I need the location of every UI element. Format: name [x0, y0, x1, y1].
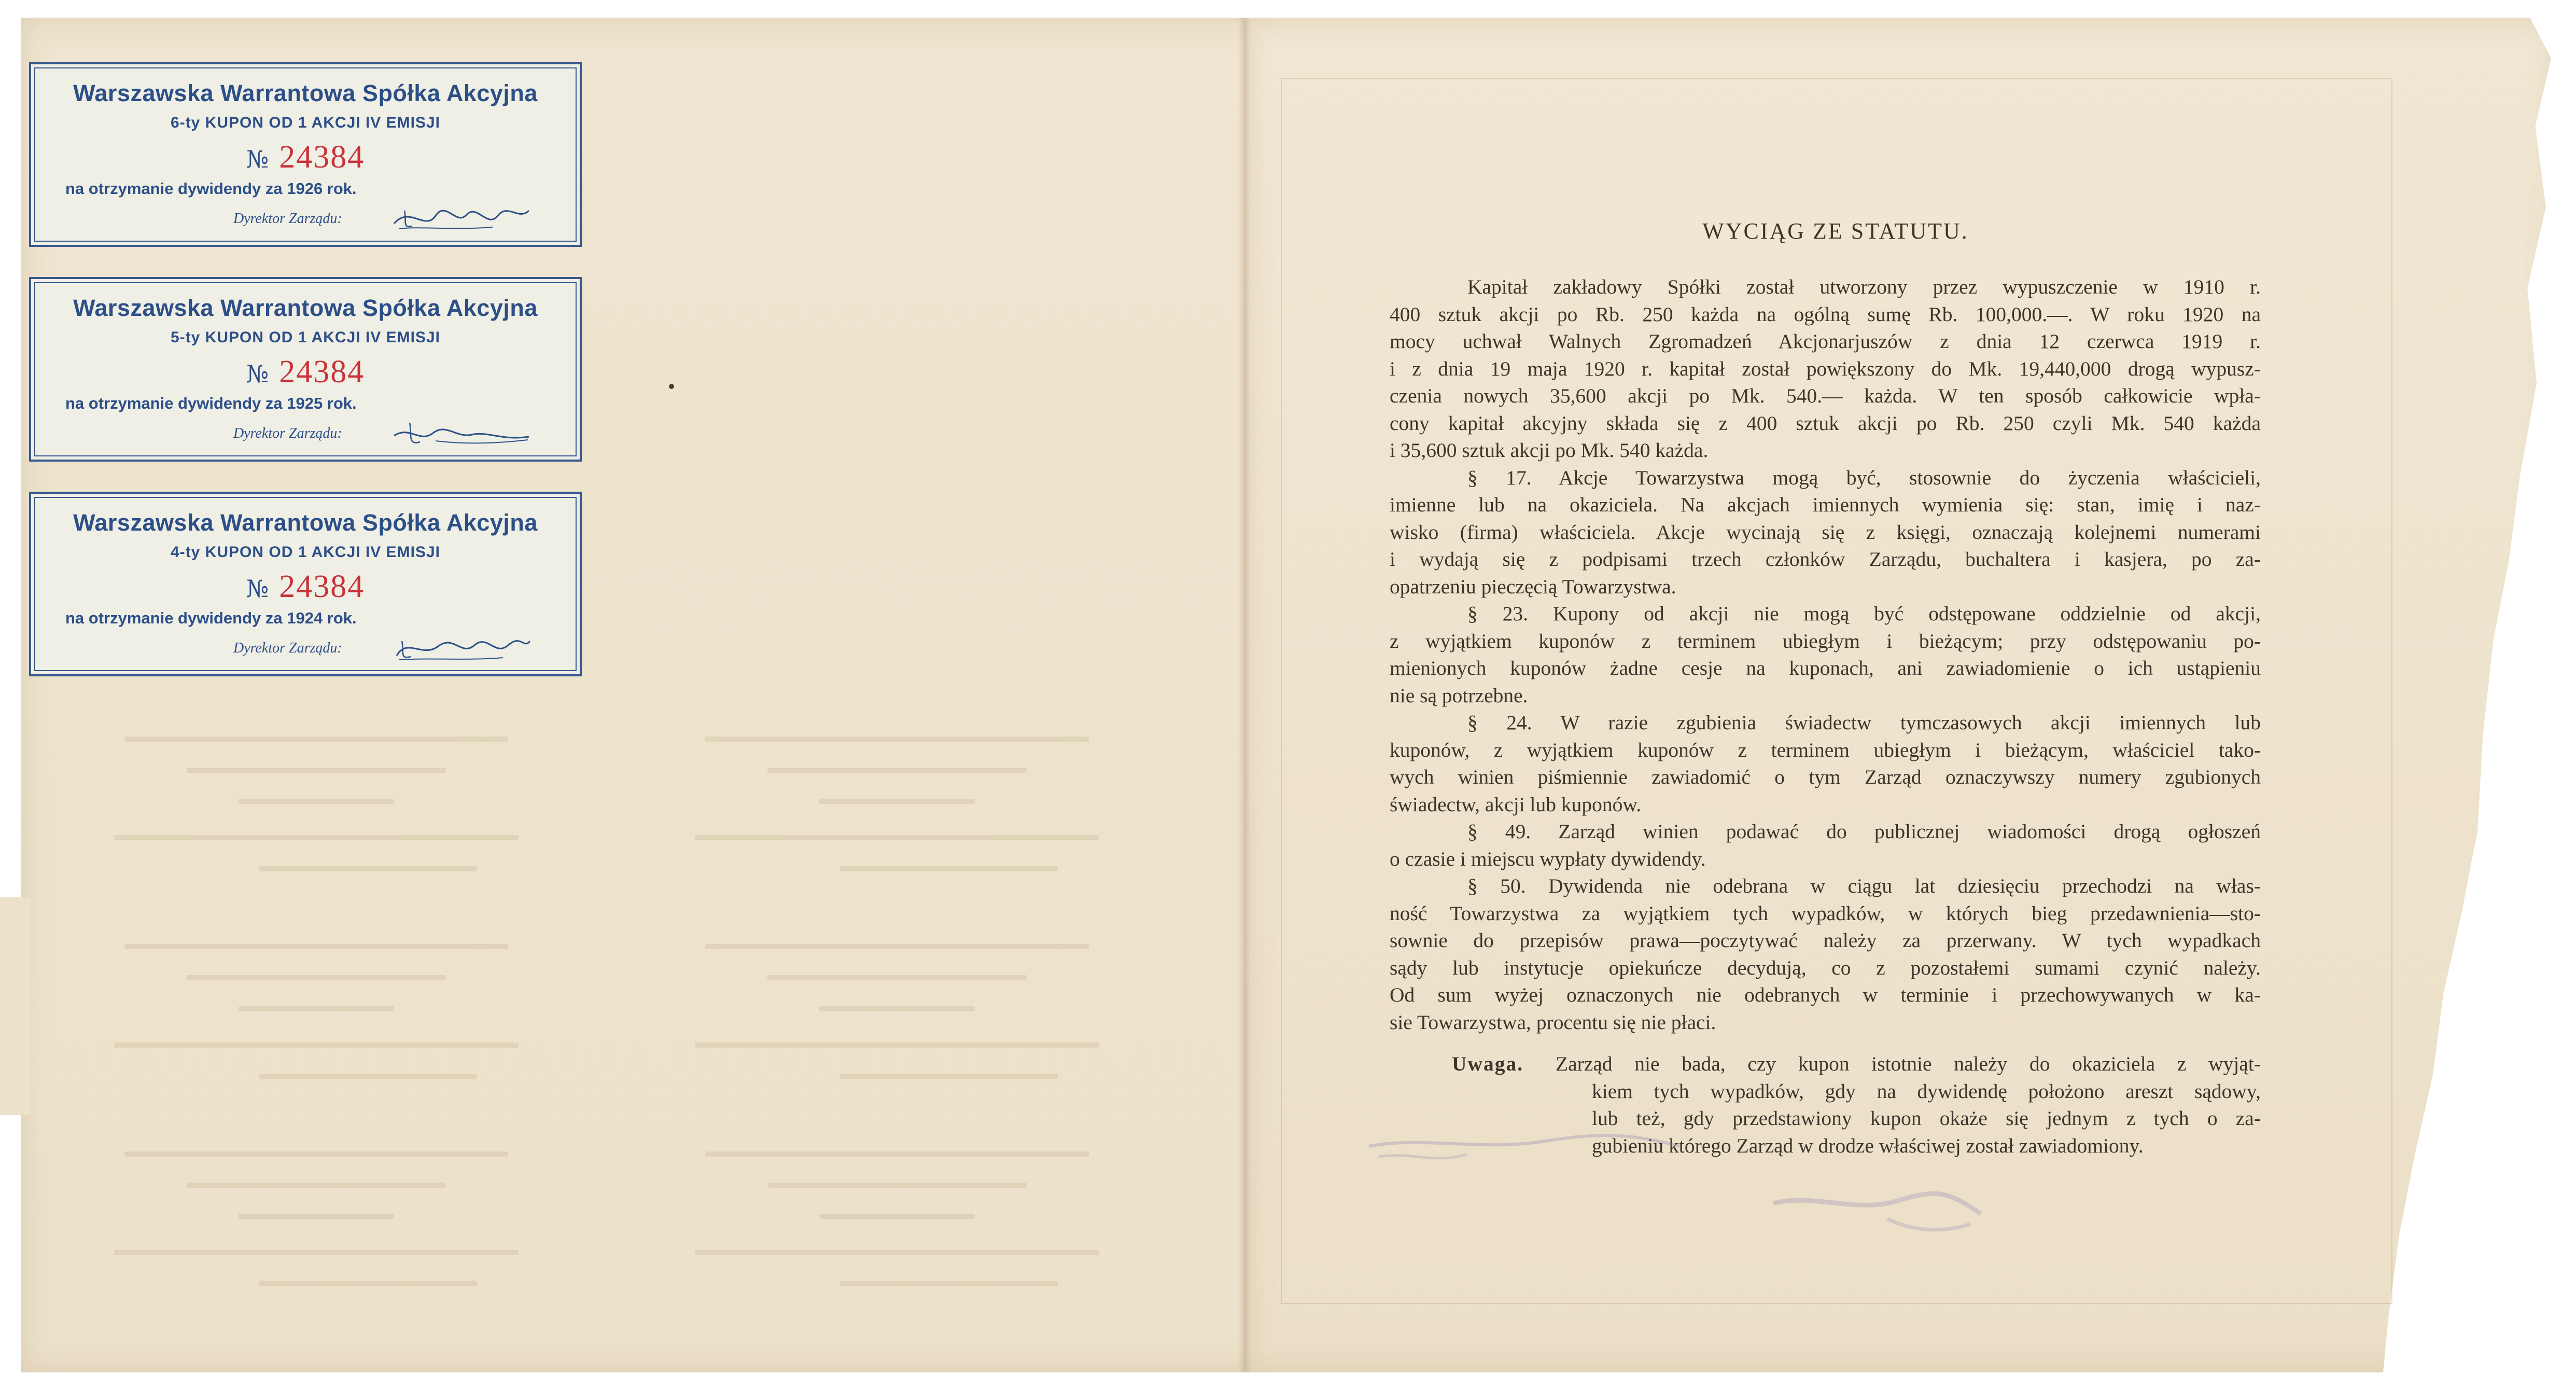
- ghost-line: [767, 768, 1027, 773]
- ghost-line: [840, 1281, 1058, 1286]
- ghost-line: [767, 975, 1027, 980]
- ghost-line: [124, 944, 508, 949]
- ghost-line: [705, 1151, 1089, 1157]
- statute-line: Od sum wyżej oznaczonych nie odebranych w terminie i przechowywanych w ka-: [1390, 983, 2261, 1006]
- ghost-line: [239, 799, 394, 804]
- coupon-company-name: Warszawska Warrantowa Spółka Akcyjna: [73, 509, 538, 536]
- ghost-line: [695, 835, 1099, 840]
- coupon-4: [29, 492, 582, 676]
- statute-line: § 24. W razie zgubienia świadectw tymczasowych akcji imiennych lub: [1467, 711, 2261, 734]
- coupon-number: 24384: [279, 569, 365, 604]
- ghost-line: [819, 1214, 975, 1219]
- ghost-line: [259, 1074, 477, 1079]
- note-line: kiem tych wypadków, gdy na dywidendę położono areszt sądowy,: [1592, 1079, 2261, 1103]
- coupon-number-row: [31, 568, 580, 605]
- paper-torn-tab: [0, 897, 31, 1115]
- ghost-line: [114, 1043, 519, 1048]
- statute-line: wych winien piśmiennie zawiadomić o tym Zarząd oznaczywszy numery zgubionych: [1390, 766, 2261, 788]
- coupon-number: 24384: [279, 354, 365, 390]
- note-line: gubieniu którego Zarząd w drodze właściwej został zawiadomiony.: [1592, 1134, 2144, 1157]
- ghost-line: [114, 1250, 519, 1255]
- ghost-coupon: [633, 923, 1161, 1120]
- statute-line: § 50. Dywidenda nie odebrana w ciągu lat dziesięciu przechodzi na włas-: [1467, 874, 2261, 897]
- coupon-number: 24384: [279, 140, 365, 175]
- statute-line: imienne lub na okaziciela. Na akcjach imiennych wymienia się: stan, imię i naz-: [1390, 493, 2261, 516]
- coupon-number-label: №: [246, 575, 269, 603]
- ghost-line: [239, 1214, 394, 1219]
- statute-line: § 23. Kupony od akcji nie mogą być odstępowane oddzielnie od akcji,: [1467, 602, 2261, 625]
- statute-paragraph: [1390, 709, 2261, 818]
- ghost-line: [819, 799, 975, 804]
- coupon-kupon-line: 4-ty KUPON OD 1 AKCJI IV EMISJI: [171, 544, 440, 561]
- ghost-coupon: [633, 1131, 1161, 1328]
- statute-line: mocy uchwał Walnych Zgromadzeń Akcjonarjuszów z dnia 12 czerwca 1919 r.: [1390, 330, 2261, 353]
- ghost-line: [239, 1006, 394, 1011]
- ghost-coupons-area: [31, 695, 1234, 1349]
- signature-image: [389, 200, 534, 237]
- coupon-5: [29, 277, 582, 462]
- coupon-company-name: Warszawska Warrantowa Spółka Akcyjna: [73, 295, 538, 321]
- statute-line: i wydają się z podpisami trzech członków Zarządu, buchaltera i kasjera, po za-: [1390, 548, 2261, 571]
- statute-line: sądy lub instytucje opiekuńcze decydują, co z pozostałemi sumami czynić należy.: [1390, 956, 2261, 979]
- coupon-dividend-text: na otrzymanie dywidendy za 1924 rok.: [65, 609, 357, 627]
- ghost-line: [124, 1151, 508, 1157]
- statute-line: i 35,600 sztuk akcji po Mk. 540 każda.: [1390, 439, 1709, 462]
- statute-line: § 17. Akcje Towarzystwa mogą być, stosownie do życzenia właścicieli,: [1467, 466, 2261, 489]
- coupon-kupon-line: 5-ty KUPON OD 1 AKCJI IV EMISJI: [171, 329, 440, 346]
- note-line: Zarząd nie bada, czy kupon istotnie należy do okaziciela z wyjąt-: [1556, 1052, 2261, 1075]
- ghost-line: [259, 866, 477, 871]
- coupon-director-label: Dyrektor Zarządu:: [233, 640, 342, 656]
- ghost-line: [767, 1183, 1027, 1188]
- statute-line: kuponów, z wyjątkiem kuponów z terminem ubiegłym i bieżącym, właściciel tako-: [1390, 738, 2261, 761]
- coupon-6: [29, 62, 582, 247]
- statute-line: świadectw, akcji lub kuponów.: [1390, 793, 1642, 816]
- faded-ink-stamp: [1348, 1115, 2178, 1250]
- ghost-line: [705, 944, 1089, 949]
- ghost-line: [187, 975, 446, 980]
- ghost-line: [124, 737, 508, 742]
- coupon-number-label: №: [246, 360, 269, 388]
- statute-paragraph: [1390, 464, 2261, 601]
- coupon-kupon-line: 6-ty KUPON OD 1 AKCJI IV EMISJI: [171, 114, 440, 131]
- ghost-line: [114, 835, 519, 840]
- signature-image: [389, 415, 534, 451]
- ghost-line: [187, 1183, 446, 1188]
- statute-line: cony kapitał akcyjny składa się z 400 sztuk akcji po Rb. 250 czyli Mk. 540 każda: [1390, 411, 2261, 435]
- statute-title: WYCIĄG ZE STATUTU.: [1702, 218, 1969, 244]
- statute-line: nie są potrzebne.: [1390, 684, 1528, 707]
- ghost-line: [187, 768, 446, 773]
- coupon-number-label: №: [246, 145, 269, 173]
- statute-paragraph: [1390, 273, 2261, 464]
- ghost-line: [819, 1006, 975, 1011]
- coupon-dividend-text: na otrzymanie dywidendy za 1925 rok.: [65, 394, 357, 412]
- coupon-director-label: Dyrektor Zarządu:: [233, 211, 342, 227]
- statute-line: ność Towarzystwa za wyjątkiem tych wypadków, w których bieg przedawnienia—sto-: [1390, 901, 2261, 925]
- coupon-company-name: Warszawska Warrantowa Spółka Akcyjna: [73, 80, 538, 106]
- ghost-line: [259, 1281, 477, 1286]
- statute-line: Kapitał zakładowy Spółki został utworzony przez wypuszczenie w 1910 r.: [1467, 275, 2261, 298]
- ghost-line: [695, 1250, 1099, 1255]
- statute-paragraph: [1390, 818, 2261, 872]
- ghost-coupon: [52, 1131, 581, 1328]
- ghost-line: [695, 1043, 1099, 1048]
- coupon-number-row: [31, 354, 580, 391]
- statute-paragraph: [1390, 872, 2261, 1036]
- signature-image: [389, 630, 534, 666]
- coupon-number-row: [31, 139, 580, 176]
- statute-line: 400 sztuk akcji po Rb. 250 każda na ogólną sumę Rb. 100,000.—. W roku 1920 na: [1390, 302, 2261, 326]
- note-label: Uwaga.: [1452, 1052, 1524, 1075]
- statute-line: mienionych kuponów żadne cesje na kuponach, ani zawiadomienie o ich ustąpieniu: [1390, 657, 2261, 679]
- coupon-dividend-text: na otrzymanie dywidendy za 1926 rok.: [65, 179, 357, 198]
- statute-extract: [1390, 218, 2261, 1159]
- ghost-coupon: [633, 716, 1161, 913]
- ghost-line: [840, 866, 1058, 871]
- statute-line: § 49. Zarząd winien podawać do publicznej wiadomości drogą ogłoszeń: [1467, 820, 2261, 843]
- statute-line: sownie do przepisów prawa—poczytywać należy za przerwany. W tych wypadkach: [1390, 929, 2261, 952]
- ghost-line: [705, 737, 1089, 742]
- statute-line: o czasie i miejscu wypłaty dywidendy.: [1390, 847, 1706, 870]
- ghost-coupon: [52, 923, 581, 1120]
- statute-line: opatrzeniu pieczęcią Towarzystwa.: [1390, 575, 1676, 598]
- coupon-director-label: Dyrektor Zarządu:: [233, 425, 342, 441]
- statute-line: i z dnia 19 maja 1920 r. kapitał został powiększony do Mk. 19,440,000 drogą wypusz-: [1390, 357, 2261, 380]
- statute-paragraph: [1390, 600, 2261, 709]
- statute-paragraphs: [1390, 273, 2261, 1036]
- statute-line: wisko (firma) właściciela. Akcje wycinają się z księgi, oznaczają kolejnemi numerami: [1390, 520, 2261, 544]
- statute-line: sie Towarzystwa, procentu się nie płaci.: [1390, 1010, 1716, 1034]
- fold-line: [1238, 18, 1251, 1372]
- ghost-coupon: [52, 716, 581, 913]
- note-line: lub też, gdy przedstawiony kupon okaże się jednym z tych o za-: [1592, 1107, 2261, 1130]
- statute-line: z wyjątkiem kuponów z terminem ubiegłym i bieżącym; przy odstępowaniu po-: [1390, 629, 2261, 652]
- statute-line: czenia nowych 35,600 akcji po Mk. 540.— każda. W ten sposób całkowicie wpła-: [1390, 384, 2261, 407]
- ink-dot: [669, 384, 674, 389]
- ghost-line: [840, 1074, 1058, 1079]
